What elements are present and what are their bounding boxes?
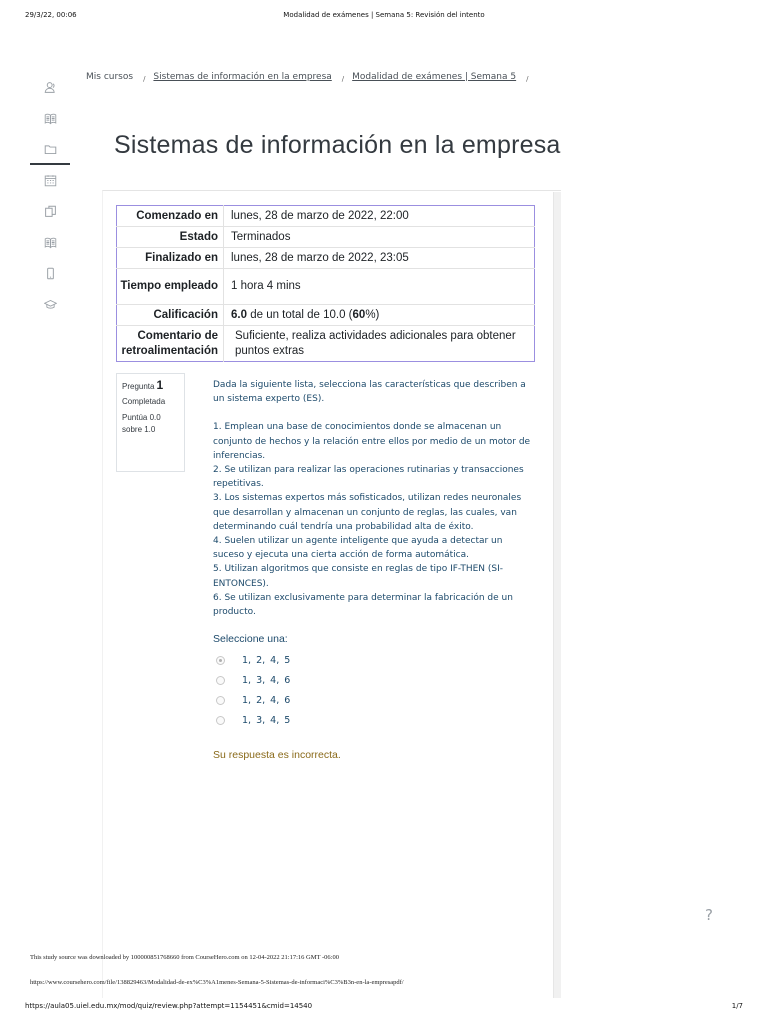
breadcrumb-separator: /: [526, 75, 529, 83]
copy-icon[interactable]: [30, 196, 70, 227]
summary-row-grade: [117, 305, 535, 326]
question-label: Pregunta: [122, 382, 155, 391]
calendar-icon[interactable]: [30, 165, 70, 196]
grade-percent-suffix: %): [365, 308, 380, 321]
graduation-cap-icon[interactable]: [30, 289, 70, 320]
radio-button[interactable]: [216, 676, 225, 685]
breadcrumb-separator: /: [341, 75, 345, 83]
question-text: [213, 378, 533, 619]
question-grade: Puntúa 0.0 sobre 1.0: [122, 413, 161, 434]
attempt-summary-table: [116, 205, 535, 362]
print-page-number: 1/7: [731, 1002, 743, 1010]
answer-option-label: 1, 3, 4, 6: [242, 674, 291, 686]
question-info-box: [116, 373, 185, 472]
feedback-label: Comentario de retroalimentación: [117, 326, 224, 362]
mobile-icon[interactable]: [30, 258, 70, 289]
summary-row-started: [117, 206, 535, 227]
answer-option-label: 1, 3, 4, 5: [242, 714, 291, 726]
question-state: Completada: [122, 397, 166, 406]
answer-option[interactable]: [216, 690, 290, 710]
folder-icon[interactable]: [30, 134, 70, 165]
print-url: https://aula05.uiel.edu.mx/mod/quiz/review.php?attempt=1154451&cmid=14540: [25, 1002, 313, 1010]
started-label: Comenzado en: [117, 206, 224, 227]
print-page-title: Modalidad de exámenes | Semana 5: Revisión del intento: [283, 11, 485, 19]
grade-score: 6.0: [231, 308, 247, 321]
state-label: Estado: [117, 227, 224, 248]
time-value: 1 hora 4 mins: [224, 269, 535, 305]
summary-row-finished: [117, 248, 535, 269]
users-icon[interactable]: [30, 72, 70, 103]
summary-row-feedback: [117, 326, 535, 362]
answer-option-label: 1, 2, 4, 6: [242, 694, 291, 706]
finished-label: Finalizado en: [117, 248, 224, 269]
help-icon[interactable]: ?: [705, 906, 713, 924]
breadcrumb: [86, 72, 536, 82]
coursehero-url: https://www.coursehero.com/file/138829463/Modalidad-de-ex%C3%A1menes-Semana-5-Sistemas-de-informaci%C3%B3n-en-la-empresapdf/: [30, 979, 404, 986]
scrollbar[interactable]: [553, 192, 561, 998]
radio-button[interactable]: [216, 656, 225, 665]
radio-button[interactable]: [216, 716, 225, 725]
question-item-6: 6. Se utilizan exclusivamente para determinar la fabricación de un producto.: [213, 592, 513, 618]
breadcrumb-my-courses[interactable]: Mis cursos: [86, 72, 134, 82]
print-footer: [25, 1002, 743, 1014]
answer-option[interactable]: [216, 650, 290, 670]
answer-option-label: 1, 2, 4, 5: [242, 654, 291, 666]
grade-label: Calificación: [117, 305, 224, 326]
answer-option[interactable]: [216, 710, 290, 730]
left-sidebar: [30, 72, 70, 320]
grade-percent: 60: [352, 308, 366, 321]
question-number: 1: [156, 378, 164, 392]
breadcrumb-course[interactable]: Sistemas de información en la empresa: [153, 72, 332, 82]
answer-options: [216, 650, 290, 730]
print-header: [25, 11, 743, 23]
time-label: Tiempo empleado: [117, 269, 224, 305]
print-date: 29/3/22, 00:06: [25, 11, 77, 19]
answer-option[interactable]: [216, 670, 290, 690]
feedback-value: Suficiente, realiza actividades adicionales para obtener puntos extras: [235, 329, 516, 357]
question-intro: Dada la siguiente lista, selecciona las características que describen a un sistema experto (ES).: [213, 380, 526, 405]
summary-row-time: [117, 269, 535, 305]
question-item-4: 4. Suelen utilizar un agente inteligente que ayuda a detectar un suceso y ejecuta una cierta acción de forma automática.: [213, 536, 503, 561]
radio-button[interactable]: [216, 696, 225, 705]
book-icon[interactable]: [30, 103, 70, 134]
started-value: lunes, 28 de marzo de 2022, 22:00: [224, 206, 535, 227]
answer-feedback: Su respuesta es incorrecta.: [213, 749, 341, 761]
select-one-prompt: Seleccione una:: [213, 633, 288, 645]
finished-value: lunes, 28 de marzo de 2022, 23:05: [224, 248, 535, 269]
breadcrumb-quiz[interactable]: Modalidad de exámenes | Semana 5: [352, 72, 517, 82]
summary-row-state: [117, 227, 535, 248]
grade-out-of: de un total de 10.0 (: [250, 308, 353, 321]
question-item-5: 5. Utilizan algoritmos que consiste en reglas de tipo IF-THEN (SI-ENTONCES).: [213, 564, 503, 589]
state-value: Terminados: [224, 227, 535, 248]
book-open-icon[interactable]: [30, 227, 70, 258]
question-item-3: 3. Los sistemas expertos más sofisticados, utilizan redes neuronales que desarrollan y almacenan un conjunto de reglas, las cuales, van determinando cuál tendría una probabilidad alta de éxito.: [213, 493, 522, 532]
study-source-watermark: This study source was downloaded by 100000851768660 from CourseHero.com on 12-04-2022 21:17:16 GMT -06:00: [30, 954, 339, 961]
grade-value: [224, 305, 535, 326]
question-item-1: 1. Emplean una base de conocimientos donde se almacenan un conjunto de hechos y la relación entre ellos por medio de un motor de inferencias.: [213, 422, 531, 461]
question-item-2: 2. Se utilizan para realizar las operaciones rutinarias y transacciones repetitivas.: [213, 465, 524, 490]
page-title: Sistemas de información en la empresa: [114, 131, 561, 159]
breadcrumb-separator: /: [143, 75, 146, 83]
